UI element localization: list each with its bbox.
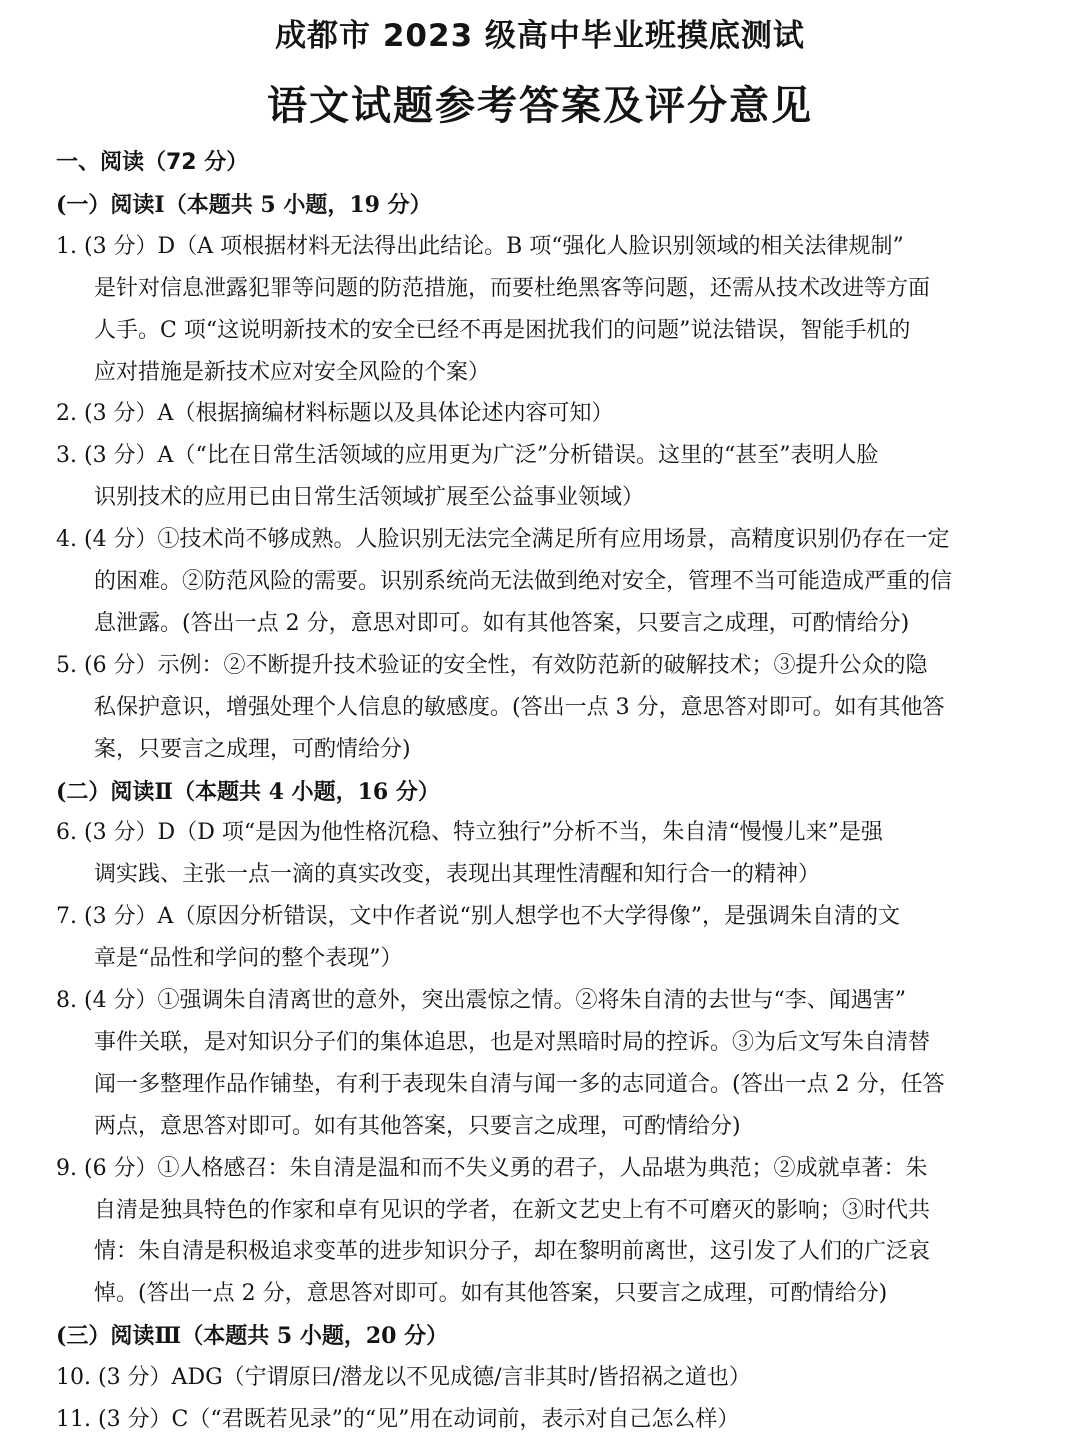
section-heading: 一、阅读（72 分） [56,150,249,175]
answer-continuation-line: 是针对信息泄露犯罪等问题的防范措施，而要杜绝黑客等问题，还需从技术改进等方面 [94,275,931,301]
answer-continuation-line: 案，只要言之成理，可酌情给分) [94,736,411,762]
answer-line: 3. (3 分）A（“比在日常生活领域的应用更为广泛”分析错误。这里的“甚至”表明人脸 [56,443,879,469]
answer-continuation-line: 自清是独具特色的作家和卓有见识的学者，在新文艺史上有不可磨灭的影响；③时代共 [94,1197,931,1223]
answer-continuation-line: 识别技术的应用已由日常生活领域扩展至公益事业领域） [94,485,645,511]
answer-line: 5. (6 分）示例：②不断提升技术验证的安全性，有效防范新的破解技术；③提升公众的隐 [56,652,928,678]
section-heading: (三）阅读Ⅲ（本题共 5 小题，20 分） [56,1323,449,1350]
answer-continuation-line: 的困难。②防范风险的需要。识别系统尚无法做到绝对安全，管理不当可能造成严重的信 [94,569,953,594]
answer-continuation-line: 悼。(答出一点 2 分，意思答对即可。如有其他答案，只要言之成理，可酌情给分) [94,1281,888,1307]
answer-continuation-line: 应对措施是新技术应对安全风险的个案） [94,359,491,385]
answer-continuation-line: 章是“品性和学问的整个表现”） [94,946,403,972]
document-title: 成都市 2023 级高中毕业班摸底测试 [275,18,805,54]
answer-line: 7. (3 分）A（原因分析错误，文中作者说“别人想学也不大学得像”，是强调朱自清的文 [56,904,900,930]
answer-line: 8. (4 分）①强调朱自清离世的意外，突出震惊之情。②将朱自清的去世与“李、闻遇害” [56,988,907,1013]
answer-continuation-line: 人手。C 项“这说明新技术的安全已经不再是困扰我们的问题”说法错误，智能手机的 [94,317,911,343]
answer-continuation-line: 闻一多整理作品作铺垫，有利于表现朱自清与闻一多的志同道合。(答出一点 2 分，任答 [94,1071,945,1097]
section-heading: (二）阅读Ⅱ（本题共 4 小题，16 分） [56,778,440,805]
answer-continuation-line: 调实践、主张一点一滴的真实改变，表现出其理性清醒和知行合一的精神） [94,862,821,888]
answer-line: 11. (3 分）C（“君既若见录”的“见”用在动词前，表示对自己怎么样） [56,1407,740,1432]
answer-line: 10. (3 分）ADG（宁谓原曰/潜龙以不见成德/言非其时/皆招祸之道也） [56,1365,751,1391]
answer-line: 6. (3 分）D（D 项“是因为他性格沉稳、特立独行”分析不当，朱自清“慢慢儿来”是强 [56,820,883,846]
section-heading: (一）阅读Ⅰ（本题共 5 小题，19 分） [56,191,432,218]
answer-line: 4. (4 分）①技术尚不够成熟。人脸识别无法完全满足所有应用场景，高精度识别仍存在一定 [56,527,950,553]
answer-continuation-line: 息泄露。(答出一点 2 分，意思对即可。如有其他答案，只要言之成理，可酌情给分) [94,610,910,636]
answer-line: 2. (3 分）A（根据摘编材料标题以及具体论述内容可知） [56,401,614,427]
answer-continuation-line: 情：朱自清是积极追求变革的进步知识分子，却在黎明前离世，这引发了人们的广泛哀 [94,1239,931,1265]
answer-continuation-line: 私保护意识，增强处理个人信息的敏感度。(答出一点 3 分，意思答对即可。如有其他答 [94,694,945,720]
answer-line: 1. (3 分）D（A 项根据材料无法得出此结论。B 项“强化人脸识别领域的相关法律规制” [56,233,904,259]
answer-line: 9. (6 分）①人格感召：朱自清是温和而不失义勇的君子，人品堪为典范；②成就卓著：朱 [56,1155,928,1181]
answer-continuation-line: 事件关联，是对知识分子们的集体追思，也是对黑暗时局的控诉。③为后文写朱自清替 [94,1029,931,1055]
answer-continuation-line: 两点，意思答对即可。如有其他答案，只要言之成理，可酌情给分) [94,1113,741,1139]
document-subtitle: 语文试题参考答案及评分意见 [267,83,813,129]
